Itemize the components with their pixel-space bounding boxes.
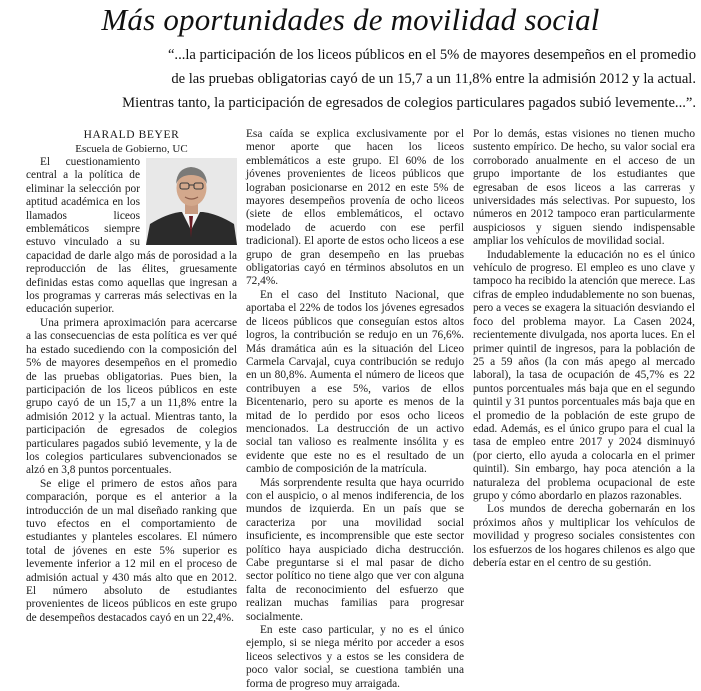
paragraph: Indudablemente la educación no es el único vehículo de progreso. El empleo es uno clave y tampoco ha recibido la atención que merece. Las cifras de empleo indudablemente no son buenas, pero a veces se exagera la situación desviando el foco del problema mayor. La Casen 2024, recientemente divulgada, nos aporta luces. En el primer quintil de ingresos, para la población de 25 a 59 años (la con más apego al mercado laboral), la tasa de ocupación de 45,7% es 22 puntos porcentuales más baja que en el segundo quintil y 31 puntos porcentuales más baja que en el promedio de la población de este grupo de edad. Además, es el único grupo para el cual la tasa de empleo entre 2017 y 2024 disminuyó (por cierto, ello ayuda a colocarla en el primer quintil). Sin embargo, hay poca atención a la naturaleza del problema ocupacional de este grupo y cómo abordarlo en plazos razonables.	[473, 248, 695, 502]
headline: Más oportunidades de movilidad social	[101, 2, 600, 37]
author-photo	[146, 158, 237, 245]
paragraph: Los mundos de derecha gobernarán en los próximos años y multiplicar los vehículos de movilidad y progreso sociales consistentes con los esfuerzos de los hogares chilenos es algo que debería estar en el centro de su gestión.	[473, 503, 695, 569]
pull-quote-line-3: Mientras tanto, la participación de egresados de colegios particulares pagados subió levemente...”.	[122, 95, 696, 111]
author-affiliation: Escuela de Gobierno, UC	[75, 143, 188, 155]
pull-quote-line-2: de las pruebas obligatorias cayó de un 15,7 a un 11,8% entre la admisión 2012 y la actual.	[171, 71, 696, 87]
column-3	[473, 128, 695, 633]
pull-quote-line-1: “...la participación de los liceos públicos en el 5% de mayores desempeños en el promedio	[167, 47, 696, 63]
paragraph: En este caso particular, y no es el único ejemplo, si se niega mérito por acceder a esos liceos selectivos y a estos se les considera de poco valor social, se cuestiona también una forma de progreso muy arraigada.	[246, 624, 464, 690]
paragraph: Esa caída se explica exclusivamente por el menor aporte que hacen los liceos emblemáticos a este grupo. El 60% de los jóvenes provenientes de liceos públicos que lograban posicionarse en 2012 en este 5% de mayores desempeños provenía de ocho liceos (siete de ellos emblemáticos, el octavo modelado de acuerdo con ese perfil tradicional). El aporte de estos ocho liceos a ese grupo de gran desempeño en las pruebas obligatorias cayó en términos absolutos en un 72,4%.	[246, 128, 464, 288]
pull-quote	[20, 43, 696, 115]
paragraph: Por lo demás, estas visiones no tienen mucho sustento empírico. De hecho, su valor social era corroborado anualmente en el acceso de un grupo importante de los estudiantes que egresaban de esos liceos a las carreras y universidades más selectivas. Por supuesto, los números en 2012 tampoco eran particularmente auspiciosos y siguen siendo indispensable ampliar los vehículos de movilidad social.	[473, 128, 695, 248]
paragraph: Se elige el primero de estos años para comparación, porque es el anterior a la introducción de un mal diseñado ranking que tuvo efectos en el comportamiento de estudiantes y planteles escolares. El número total de jóvenes en este 5% superior es levemente inferior a 12 mil en el proceso de admisión actual y 430 más alto que en 2012. El número absoluto de estudiantes provenientes de liceos públicos en este grupo de desempeños destacados cayó en un 22,4%.	[26, 477, 237, 624]
paragraph: Más sorprendente resulta que haya ocurrido con el auspicio, o al menos indiferencia, de los mundos de izquierda. En un país que se caracteriza por una movilidad social insuficiente, es incomprensible que este sector político haya auspiciado dicha destrucción. Cabe preguntarse si el mal pasar de dicho sector político no tiene algo que ver con alguna falta de reconocimiento del esfuerzo que realizan muchas familias para progresar socialmente.	[246, 476, 464, 623]
paragraph: Una primera aproximación para acercarse a las consecuencias de esta política es ver qué ha estado sucediendo con la composición del 5% de mayores desempeños en el promedio de las pruebas obligatorias. Pues bien, la participación de los liceos públicos en este grupo cayó de un 15,7 a un 11,8% entre la admisión 2012 y la actual. Mientras tanto, la participación de egresados de colegios particulares pagados subió levemente, y la de los colegios particulares subvencionados se alzó en 3,8 puntos porcentuales.	[26, 316, 237, 477]
paragraph: En el caso del Instituto Nacional, que aportaba el 22% de todos los jóvenes egresados de liceos públicos que conseguían estos altos logros, la contribución se redujo en un 76,6%. Más dramática aún es la situación del Liceo Carmela Carvajal, cuya contribución se redujo en un 80,8%. Aumenta el número de liceos que contribuyen a ese 5%, varios de ellos Bicentenario, pero su aporte es menos de la mitad de lo perdido por esos ocho liceos mencionados. La destrucción de un activo social tan valioso es realmente insólita y es evidente que este no es el resultado de un cambio de composición de la matrícula.	[246, 288, 464, 476]
column-2	[246, 128, 464, 690]
paragraph: El cuestionamiento central a la política de eliminar la selección por aptitud académica en los llamados liceos emblemáticos siempre estuvo vinculado a su capacidad de darle algo más de porosidad a la reproducción de las élites, gruesamente definidas estas como aquellas que ingresan a los programas y carreras más selectivas en la educación superior.	[26, 156, 237, 316]
author-name: HARALD BEYER	[83, 129, 180, 141]
column-1	[26, 128, 237, 633]
author-portrait-image	[146, 158, 237, 245]
